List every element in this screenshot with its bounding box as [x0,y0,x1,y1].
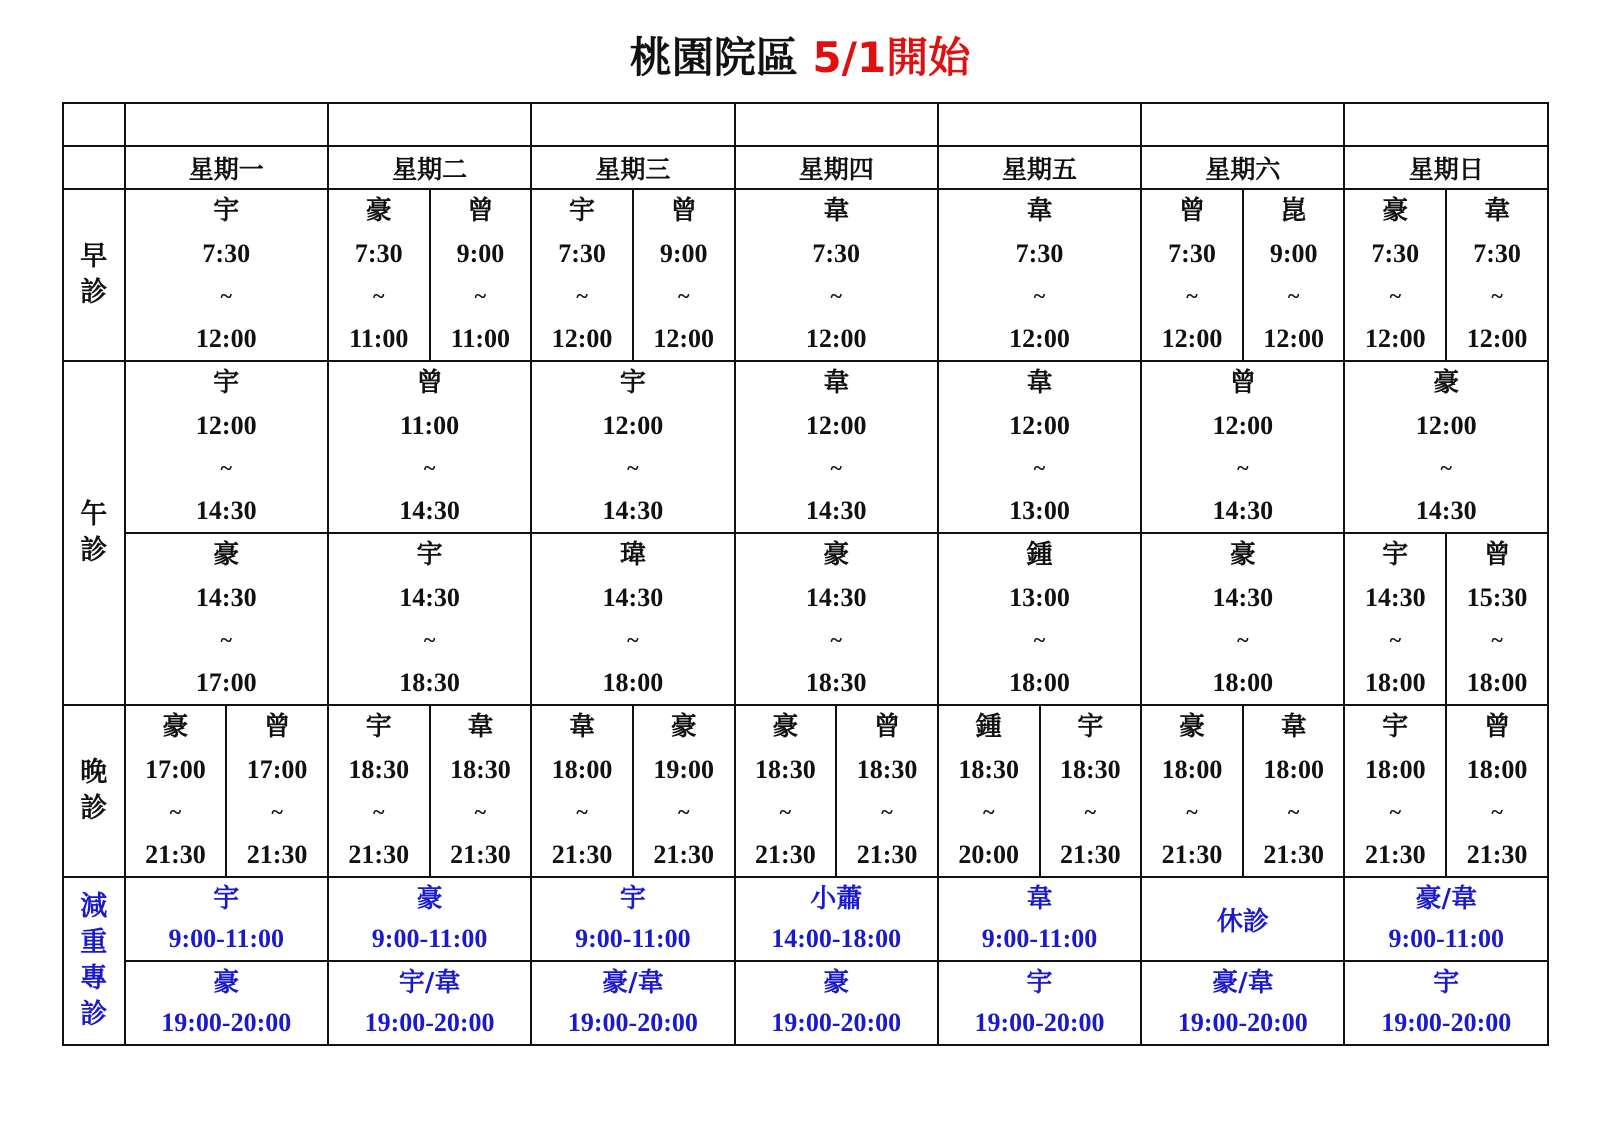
session-cell [938,361,1141,533]
start-time: 18:30 [755,755,816,784]
end-time: 14:30 [195,496,257,525]
start-time: 18:00 [1161,755,1223,784]
time-separator: ~ [1186,799,1198,824]
doctor-name: 豪 [213,540,240,570]
time-separator: ~ [982,799,995,824]
end-time: 12:00 [195,324,257,353]
end-time: 18:30 [805,668,867,697]
session-cell [938,533,1141,705]
session-cell [328,705,430,877]
doctor-name: 宇 [1433,968,1460,998]
start-time: 14:30 [195,583,257,612]
start-time: 18:00 [551,755,613,784]
doctor-name: 豪 [1382,196,1409,226]
end-time: 21:30 [145,840,206,869]
session-cell [1141,361,1344,533]
time-separator: ~ [1237,455,1249,480]
end-time: 18:00 [1212,668,1274,697]
doctor-name: 曾 [264,712,291,742]
reduction-cell [125,877,328,961]
end-time: 21:30 [1161,840,1223,869]
row-label-char: 重 [80,927,108,958]
row-label [63,877,125,1045]
title-main: 桃園院區 [629,33,798,82]
time-separator: ~ [1186,283,1198,308]
session-cell [1344,705,1446,877]
doctor-name: 宇 [213,884,240,914]
closed-label: 休診 [1216,906,1269,937]
doctor-name: 豪 [823,540,850,570]
session-cell [1040,705,1142,877]
doctor-name: 宇 [365,712,392,742]
day-header-row [63,146,1548,189]
doctor-name: 宇 [213,368,240,398]
doctor-name: 韋 [823,368,850,398]
time-range: 9:00-11:00 [981,924,1098,953]
doctor-name: 曾 [1484,712,1511,742]
doctor-name: 宇 [1077,712,1104,742]
session-cell [1141,533,1344,705]
start-time: 14:30 [805,583,867,612]
start-time: 18:30 [856,755,918,784]
doctor-name: 韋 [1280,712,1307,742]
doctor-name: 豪/韋 [602,968,664,998]
time-separator: ~ [1491,627,1503,652]
doctor-name: 宇 [619,884,646,914]
time-range: 9:00-11:00 [371,924,488,953]
row-label-char: 早 [80,241,108,272]
doctor-name: 宇 [1026,968,1053,998]
row-label-char: 減 [80,891,108,922]
time-separator: ~ [169,799,182,824]
reduction-cell [531,877,734,961]
time-separator: ~ [677,799,690,824]
doctor-name: 豪/韋 [1212,968,1274,998]
day-header: 星期三 [531,146,734,189]
time-range: 19:00-20:00 [1381,1008,1512,1037]
session-cell [430,705,532,877]
end-time: 20:00 [958,840,1020,869]
doctor-name: 豪 [772,712,799,742]
session-cell [125,361,328,533]
end-time: 11:00 [349,324,409,353]
session-cell [1344,361,1548,533]
session-cell [531,189,633,361]
session-cell [1446,533,1548,705]
day-header: 星期六 [1141,146,1344,189]
session-cell [125,533,328,705]
start-time: 15:30 [1466,583,1528,612]
day-header: 星期日 [1344,146,1548,189]
end-time: 21:30 [1060,840,1121,869]
time-separator: ~ [1084,799,1097,824]
time-separator: ~ [1491,799,1503,824]
time-separator: ~ [1033,455,1046,480]
row-label-char: 診 [80,277,108,308]
time-range: 14:00-18:00 [771,924,902,953]
doctor-name: 曾 [1229,368,1256,398]
end-time: 17:00 [195,668,257,697]
time-separator: ~ [1491,283,1503,308]
doctor-name: 韋 [1026,196,1053,226]
start-time: 7:30 [1015,239,1064,268]
doctor-name: 豪 [416,884,443,914]
doctor-name: 宇 [1382,540,1409,570]
end-time: 18:30 [399,668,460,697]
row-label-char: 診 [80,793,108,824]
doctor-name: 宇 [569,196,596,226]
doctor-name: 曾 [416,368,443,398]
session-cell [1141,705,1243,877]
row-label [63,189,125,361]
start-time: 9:00 [456,239,505,268]
session-cell [1344,533,1446,705]
doctor-name: 宇 [416,540,443,570]
end-time: 14:30 [399,496,460,525]
row-label [63,361,125,705]
session-cell [735,533,938,705]
start-time: 9:00 [659,239,708,268]
time-range: 19:00-20:00 [161,1008,292,1037]
start-time: 7:30 [1371,239,1420,268]
time-separator: ~ [373,799,385,824]
end-time: 18:00 [1466,668,1528,697]
time-range: 19:00-20:00 [364,1008,495,1037]
start-time: 17:00 [145,755,206,784]
start-time: 18:30 [958,755,1020,784]
doctor-name: 宇 [619,368,646,398]
page-title [0,30,1600,86]
doctor-name: 韋 [467,712,494,742]
doctor-name: 豪 [213,968,240,998]
start-time: 18:30 [1060,755,1121,784]
schedule-row-evening [63,705,1548,877]
time-separator: ~ [1389,799,1402,824]
reduction-cell [328,877,531,961]
row-label-char: 晚 [80,757,108,788]
time-separator: ~ [220,455,232,480]
time-separator: ~ [220,627,232,652]
end-time: 11:00 [450,324,511,353]
end-time: 12:00 [1466,324,1528,353]
blank-header-row [63,103,1548,146]
end-time: 21:30 [1466,840,1528,869]
time-separator: ~ [576,283,588,308]
day-header: 星期五 [938,146,1141,189]
schedule-row-morning [63,189,1548,361]
session-cell [1446,189,1548,361]
doctor-name: 小蕭 [810,884,863,914]
start-time: 7:30 [812,239,861,268]
session-cell [1243,189,1345,361]
session-cell [938,705,1040,877]
time-separator: ~ [373,283,385,308]
reduction-cell [1344,961,1548,1045]
end-time: 14:30 [602,496,664,525]
start-time: 14:30 [1364,583,1426,612]
doctor-name: 鍾 [1026,540,1053,570]
end-time: 21:30 [551,840,613,869]
day-header: 星期一 [125,146,328,189]
doctor-name: 曾 [874,712,901,742]
time-separator: ~ [830,283,842,308]
time-separator: ~ [1287,799,1300,824]
doctor-name: 豪 [1178,712,1205,742]
end-time: 18:00 [1364,668,1426,697]
reduction-cell [735,877,938,961]
time-separator: ~ [830,627,842,652]
start-time: 9:00 [1269,239,1318,268]
time-separator: ~ [1033,283,1046,308]
blank-header-cell [938,103,1141,146]
end-time: 21:30 [348,840,410,869]
doctor-name: 豪 [1433,368,1460,398]
row-label-char: 診 [80,999,108,1030]
session-cell [1344,189,1446,361]
doctor-name: 韋 [569,712,596,742]
blank-header-cell [328,103,531,146]
end-time: 21:30 [246,840,308,869]
start-time: 18:30 [450,755,511,784]
blank-header-cell [125,103,328,146]
session-cell [938,189,1141,361]
start-time: 12:00 [1212,411,1274,440]
session-cell [328,361,531,533]
doctor-name: 曾 [1484,540,1511,570]
session-cell [531,705,633,877]
start-time: 11:00 [399,411,460,440]
reduction-cell [328,961,531,1045]
time-separator: ~ [423,455,436,480]
end-time: 14:30 [1212,496,1274,525]
end-time: 12:00 [1263,324,1324,353]
schedule-row-reduction1 [63,877,1548,961]
end-time: 21:30 [1364,840,1426,869]
doctor-name: 豪 [162,712,189,742]
end-time: 21:30 [1263,840,1324,869]
doctor-name: 豪/韋 [1415,884,1477,914]
row-label-char: 午 [80,499,108,530]
doctor-name: 宇 [1382,712,1409,742]
row-label-char: 診 [80,535,108,566]
doctor-name: 曾 [1178,196,1205,226]
session-cell [226,705,328,877]
doctor-name: 宇/韋 [398,968,461,998]
doctor-name: 豪 [1229,540,1256,570]
time-range: 19:00-20:00 [974,1008,1105,1037]
blank-header-cell [1344,103,1548,146]
session-cell [1243,705,1345,877]
reduction-cell [1344,877,1548,961]
reduction-cell [735,961,938,1045]
start-time: 7:30 [558,239,606,268]
time-separator: ~ [474,283,487,308]
time-separator: ~ [423,627,436,652]
time-range: 9:00-11:00 [168,924,285,953]
start-time: 18:00 [1466,755,1528,784]
end-time: 12:00 [551,324,613,353]
end-time: 14:30 [1415,496,1477,525]
time-separator: ~ [1389,283,1402,308]
corner-cell [63,103,125,146]
doctor-name: 崑 [1280,196,1307,226]
schedule-row-afternoon2 [63,533,1548,705]
time-separator: ~ [779,799,792,824]
schedule-table [62,102,1549,1046]
doctor-name: 豪 [670,712,697,742]
end-time: 12:00 [1161,324,1223,353]
end-time: 13:00 [1009,496,1070,525]
start-time: 14:30 [1212,583,1274,612]
doctor-name: 韋 [1026,884,1053,914]
start-time: 13:00 [1009,583,1070,612]
time-separator: ~ [576,799,588,824]
time-separator: ~ [677,283,690,308]
time-separator: ~ [881,799,893,824]
session-cell [633,189,735,361]
doctor-name: 豪 [365,196,392,226]
start-time: 12:00 [195,411,257,440]
end-time: 18:00 [1009,668,1070,697]
end-time: 21:30 [450,840,511,869]
title-highlight: 5/1開始 [812,33,971,82]
session-cell [125,705,227,877]
start-time: 12:00 [805,411,867,440]
start-time: 7:30 [1168,239,1216,268]
time-range: 19:00-20:00 [771,1008,902,1037]
session-cell [735,189,938,361]
time-separator: ~ [271,799,283,824]
session-cell [125,189,328,361]
corner-cell [63,146,125,189]
reduction-cell [938,961,1141,1045]
end-time: 18:00 [602,668,664,697]
schedule-row-reduction2 [63,961,1548,1045]
end-time: 21:30 [856,840,918,869]
reduction-cell [531,961,734,1045]
session-cell [735,705,837,877]
start-time: 7:30 [354,239,403,268]
session-cell [531,361,734,533]
doctor-name: 韋 [1484,196,1511,226]
time-range: 9:00-11:00 [575,924,691,953]
reduction-cell [125,961,328,1045]
start-time: 18:00 [1364,755,1426,784]
start-time: 12:00 [602,411,664,440]
time-separator: ~ [220,283,232,308]
reduction-cell [1141,877,1344,961]
start-time: 7:30 [1473,239,1521,268]
start-time: 18:00 [1263,755,1324,784]
doctor-name: 韋 [823,196,850,226]
start-time: 14:30 [602,583,664,612]
end-time: 12:00 [1009,324,1070,353]
session-cell [531,533,734,705]
end-time: 12:00 [805,324,867,353]
day-header: 星期四 [735,146,938,189]
doctor-name: 曾 [670,196,697,226]
doctor-name: 豪 [823,968,850,998]
row-label-char: 專 [80,963,108,994]
session-cell [328,533,531,705]
time-separator: ~ [1389,627,1402,652]
day-header: 星期二 [328,146,531,189]
end-time: 14:30 [805,496,867,525]
time-separator: ~ [1033,627,1046,652]
blank-header-cell [1141,103,1344,146]
start-time: 12:00 [1415,411,1477,440]
session-cell [633,705,735,877]
doctor-name: 曾 [467,196,494,226]
session-cell [735,361,938,533]
end-time: 12:00 [653,324,715,353]
blank-header-cell [531,103,734,146]
session-cell [430,189,532,361]
time-separator: ~ [474,799,487,824]
schedule-row-afternoon1 [63,361,1548,533]
session-cell [1446,705,1548,877]
start-time: 12:00 [1009,411,1070,440]
session-cell [1141,189,1243,361]
time-separator: ~ [1440,455,1452,480]
reduction-cell [1141,961,1344,1045]
time-range: 19:00-20:00 [1177,1008,1308,1037]
doctor-name: 鍾 [975,712,1002,742]
end-time: 21:30 [755,840,816,869]
end-time: 12:00 [1364,324,1426,353]
row-label [63,705,125,877]
session-cell [328,189,430,361]
time-separator: ~ [1287,283,1300,308]
start-time: 14:30 [399,583,460,612]
start-time: 7:30 [202,239,251,268]
reduction-cell [938,877,1141,961]
doctor-name: 瑋 [619,540,646,570]
time-range: 9:00-11:00 [1388,924,1505,953]
end-time: 21:30 [653,840,715,869]
blank-header-cell [735,103,938,146]
session-cell [836,705,938,877]
doctor-name: 宇 [213,196,240,226]
doctor-name: 韋 [1026,368,1053,398]
time-range: 19:00-20:00 [567,1008,698,1037]
time-separator: ~ [1237,627,1249,652]
start-time: 19:00 [653,755,715,784]
start-time: 18:30 [348,755,410,784]
time-separator: ~ [627,627,639,652]
time-separator: ~ [830,455,842,480]
start-time: 17:00 [246,755,308,784]
time-separator: ~ [627,455,639,480]
